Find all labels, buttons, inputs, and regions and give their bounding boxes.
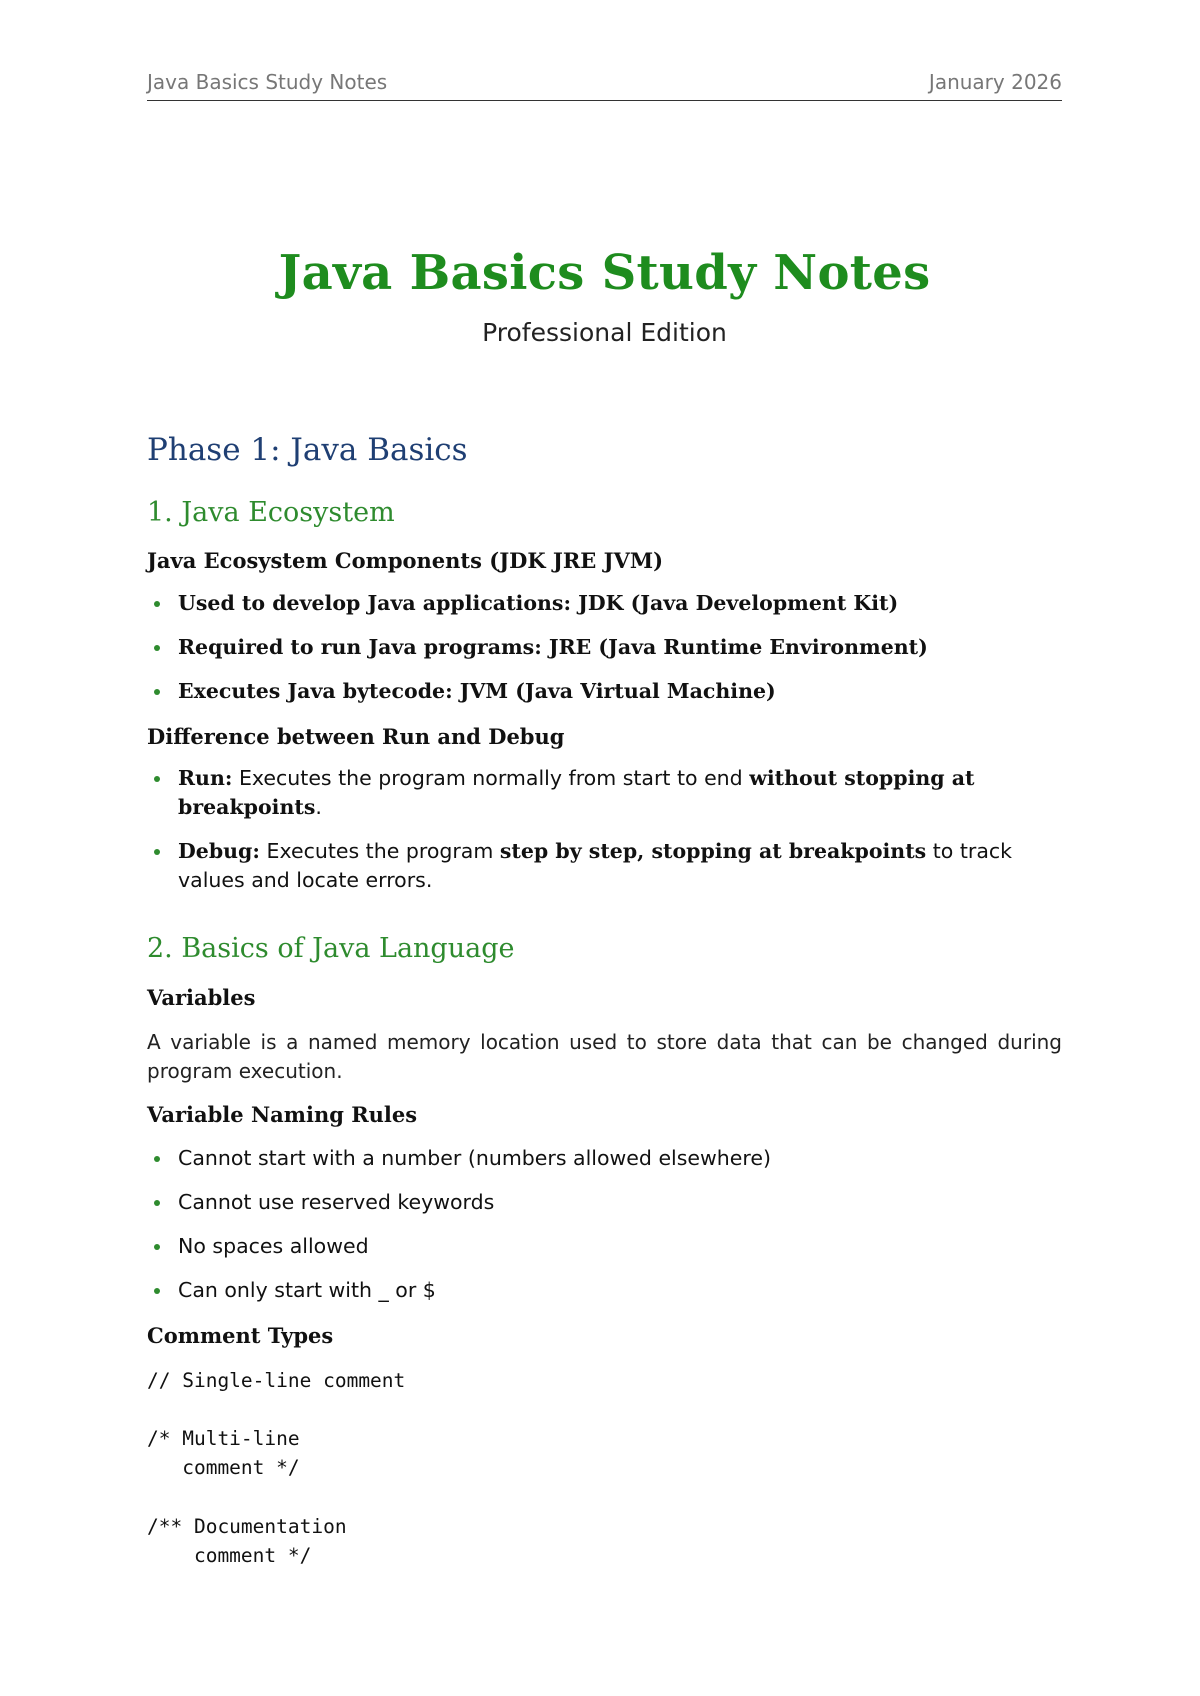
header-date: January 2026: [928, 70, 1062, 94]
variables-heading: Variables: [147, 985, 256, 1010]
document-title: Java Basics Study Notes: [278, 245, 931, 301]
naming-rules-list: [147, 1144, 1062, 1320]
list-item-debug: Debug: Executes the program step by step, stopping at breakpoints to track values and locate errors.: [147, 837, 1062, 895]
code-multi-line-comment: /* Multi-line comment */: [147, 1427, 300, 1479]
code-single-line-comment: // Single-line comment: [147, 1369, 406, 1392]
bullet-icon: [154, 849, 160, 855]
header-title: Java Basics Study Notes: [147, 70, 388, 94]
bullet-icon: [154, 601, 160, 607]
list-item-run: Run: Executes the program normally from start to end without stopping at breakpoints.: [147, 764, 1062, 822]
bullet-icon: [154, 1288, 160, 1294]
run-debug-list: [147, 764, 1062, 910]
list-item: No spaces allowed: [147, 1232, 1062, 1261]
bullet-icon: [154, 1200, 160, 1206]
code-documentation-comment: /** Documentation comment */: [147, 1515, 347, 1567]
bullet-icon: [154, 689, 160, 695]
list-item: Required to run Java programs: JRE (Java Runtime Environment): [147, 633, 1062, 662]
components-heading: Java Ecosystem Components (JDK JRE JVM): [147, 548, 664, 573]
comment-types-heading: Comment Types: [147, 1323, 334, 1348]
variables-paragraph: A variable is a named memory location used to store data that can be changed during program execution.: [147, 1030, 1062, 1083]
section-1-heading: 1. Java Ecosystem: [147, 497, 395, 528]
phase-heading: Phase 1: Java Basics: [147, 432, 468, 468]
list-item: Can only start with _ or $: [147, 1276, 1062, 1305]
naming-rules-heading: Variable Naming Rules: [147, 1102, 418, 1127]
run-debug-heading: Difference between Run and Debug: [147, 724, 565, 749]
bullet-icon: [154, 1244, 160, 1250]
bullet-icon: [154, 1156, 160, 1162]
list-item: Cannot use reserved keywords: [147, 1188, 1062, 1217]
components-list: [147, 589, 1062, 721]
bullet-icon: [154, 776, 160, 782]
list-item: Executes Java bytecode: JVM (Java Virtual Machine): [147, 677, 1062, 706]
list-item: Cannot start with a number (numbers allowed elsewhere): [147, 1144, 1062, 1173]
list-item: Used to develop Java applications: JDK (Java Development Kit): [147, 589, 1062, 618]
bullet-icon: [154, 645, 160, 651]
page-header: [147, 70, 1062, 101]
document-subtitle: Professional Edition: [482, 318, 727, 347]
section-2-heading: 2. Basics of Java Language: [147, 933, 515, 964]
